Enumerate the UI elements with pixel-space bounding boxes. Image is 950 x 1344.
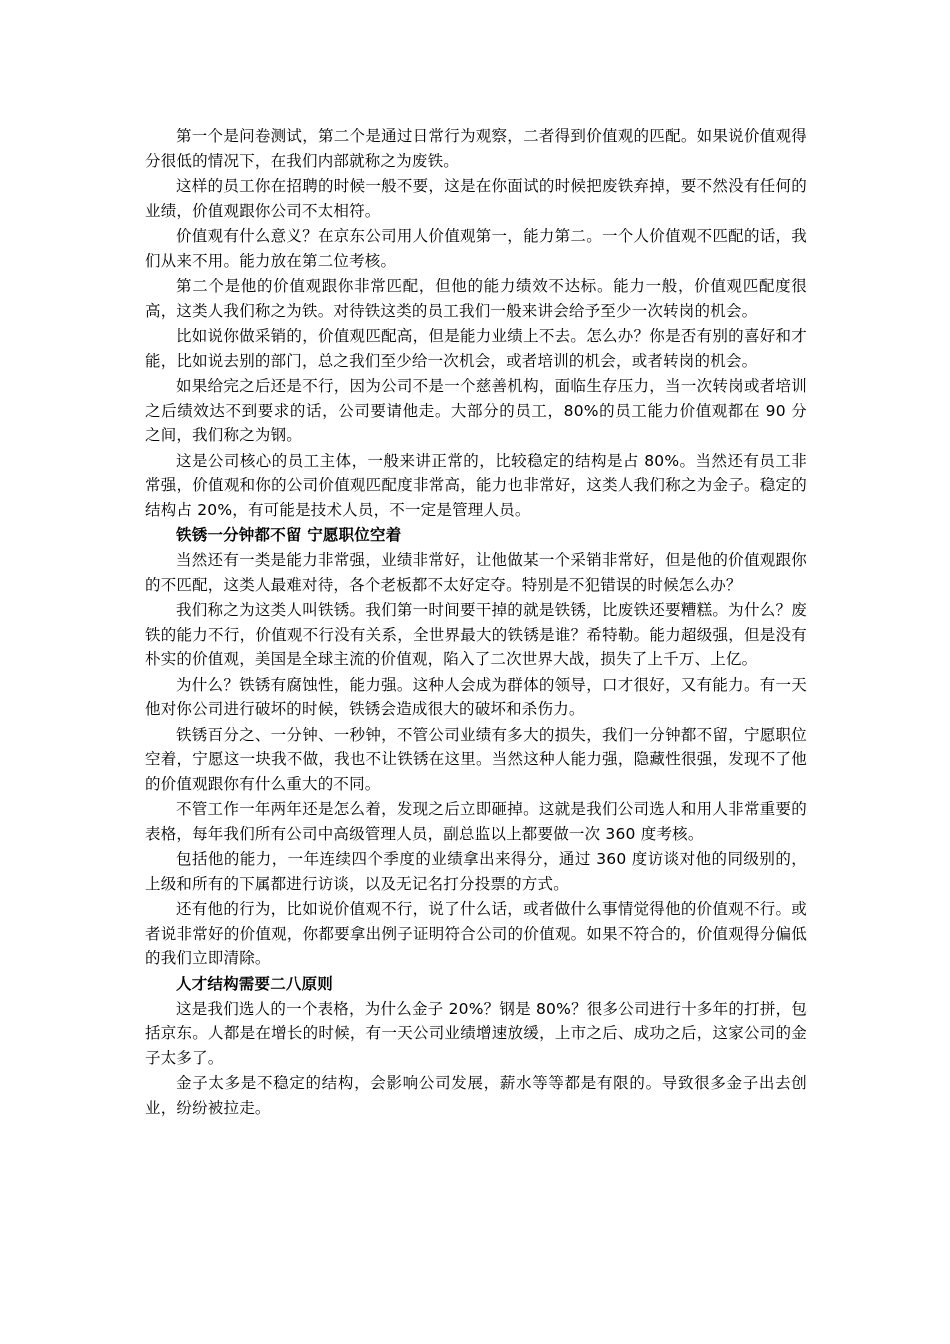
paragraph: 还有他的行为，比如说价值观不行，说了什么话，或者做什么事情觉得他的价值观不行。或者说非常好的价值观，你都要拿出例子证明符合公司的价值观。如果不符合的，价值观得分偏低的我们立即清除。 <box>145 900 807 967</box>
paragraph: 铁锈百分之、一分钟、一秒钟，不管公司业绩有多大的损失，我们一分钟都不留，宁愿职位空着，宁愿这一块我不做，我也不让铁锈在这里。当然这种人能力强，隐藏性很强，发现不了他的价值观跟你有什么重大的不同。 <box>145 725 807 793</box>
paragraph: 包括他的能力，一年连续四个季度的业绩拿出来得分，通过 360 度访谈对他的同级别的，上级和所有的下属都进行访谈，以及无记名打分投票的方式。 <box>145 850 807 893</box>
paragraph: 价值观有什么意义？在京东公司用人价值观第一，能力第二。一个人价值观不匹配的话，我们从来不用。能力放在第二位考核。 <box>145 227 807 270</box>
paragraph: 我们称之为这类人叫铁锈。我们第一时间要干掉的就是铁锈，比废铁还要糟糕。为什么？废铁的能力不行，价值观不行没有关系，全世界最大的铁锈是谁？希特勒。能力超级强，但是没有朴实的价值观，美国是全球主流的价值观，陷入了二次世界大战，损失了上千万、上亿。 <box>145 601 807 668</box>
paragraph: 比如说你做采销的，价值观匹配高，但是能力业绩上不去。怎么办？你是否有别的喜好和才能，比如说去别的部门，总之我们至少给一次机会，或者培训的机会，或者转岗的机会。 <box>145 327 807 370</box>
paragraph: 金子太多是不稳定的结构，会影响公司发展，薪水等等都是有限的。导致很多金子出去创业，纷纷被拉走。 <box>145 1074 807 1117</box>
paragraph: 这样的员工你在招聘的时候一般不要，这是在你面试的时候把废铁弃掉，要不然没有任何的业绩，价值观跟你公司不太相符。 <box>145 177 807 220</box>
paragraph: 第一个是问卷测试，第二个是通过日常行为观察，二者得到价值观的匹配。如果说价值观得分很低的情况下，在我们内部就称之为废铁。 <box>145 127 807 170</box>
paragraph: 当然还有一类是能力非常强，业绩非常好，让他做某一个采销非常好，但是他的价值观跟你的不匹配，这类人最难对待，各个老板都不太好定夺。特别是不犯错误的时候怎么办？ <box>145 551 807 594</box>
paragraph: 这是我们选人的一个表格，为什么金子 20%？钢是 80%？很多公司进行十多年的打拼，包括京东。人都是在增长的时候，有一天公司业绩增速放缓，上市之后、成功之后，这家公司的金子太多了。 <box>145 999 807 1067</box>
paragraph: 为什么？铁锈有腐蚀性，能力强。这种人会成为群体的领导，口才很好，又有能力。有一天他对你公司进行破坏的时候，铁锈会造成很大的破坏和杀伤力。 <box>145 675 807 718</box>
paragraph: 如果给完之后还是不行，因为公司不是一个慈善机构，面临生存压力，当一次转岗或者培训之后绩效达不到要求的话，公司要请他走。大部分的员工，80%的员工能力价值观都在 90 分之间，我们称之为钢。 <box>145 377 807 444</box>
paragraph: 这是公司核心的员工主体，一般来讲正常的，比较稳定的结构是占 80%。当然还有员工非常强，价值观和你的公司价值观匹配度非常高，能力也非常好，这类人我们称之为金子。稳定的结构占 20%，有可能是技术人员，不一定是管理人员。 <box>145 451 807 519</box>
document-body <box>145 124 807 1121</box>
section-heading: 人才结构需要二八原则 <box>176 974 334 993</box>
section-heading: 铁锈一分钟都不留 宁愿职位空着 <box>176 526 402 544</box>
paragraph: 第二个是他的价值观跟你非常匹配，但他的能力绩效不达标。能力一般，价值观匹配度很高，这类人我们称之为铁。对待铁这类的员工我们一般来讲会给予至少一次转岗的机会。 <box>145 277 807 320</box>
paragraph: 不管工作一年两年还是怎么着，发现之后立即砸掉。这就是我们公司选人和用人非常重要的表格，每年我们所有公司中高级管理人员，副总监以上都要做一次 360 度考核。 <box>145 800 807 843</box>
